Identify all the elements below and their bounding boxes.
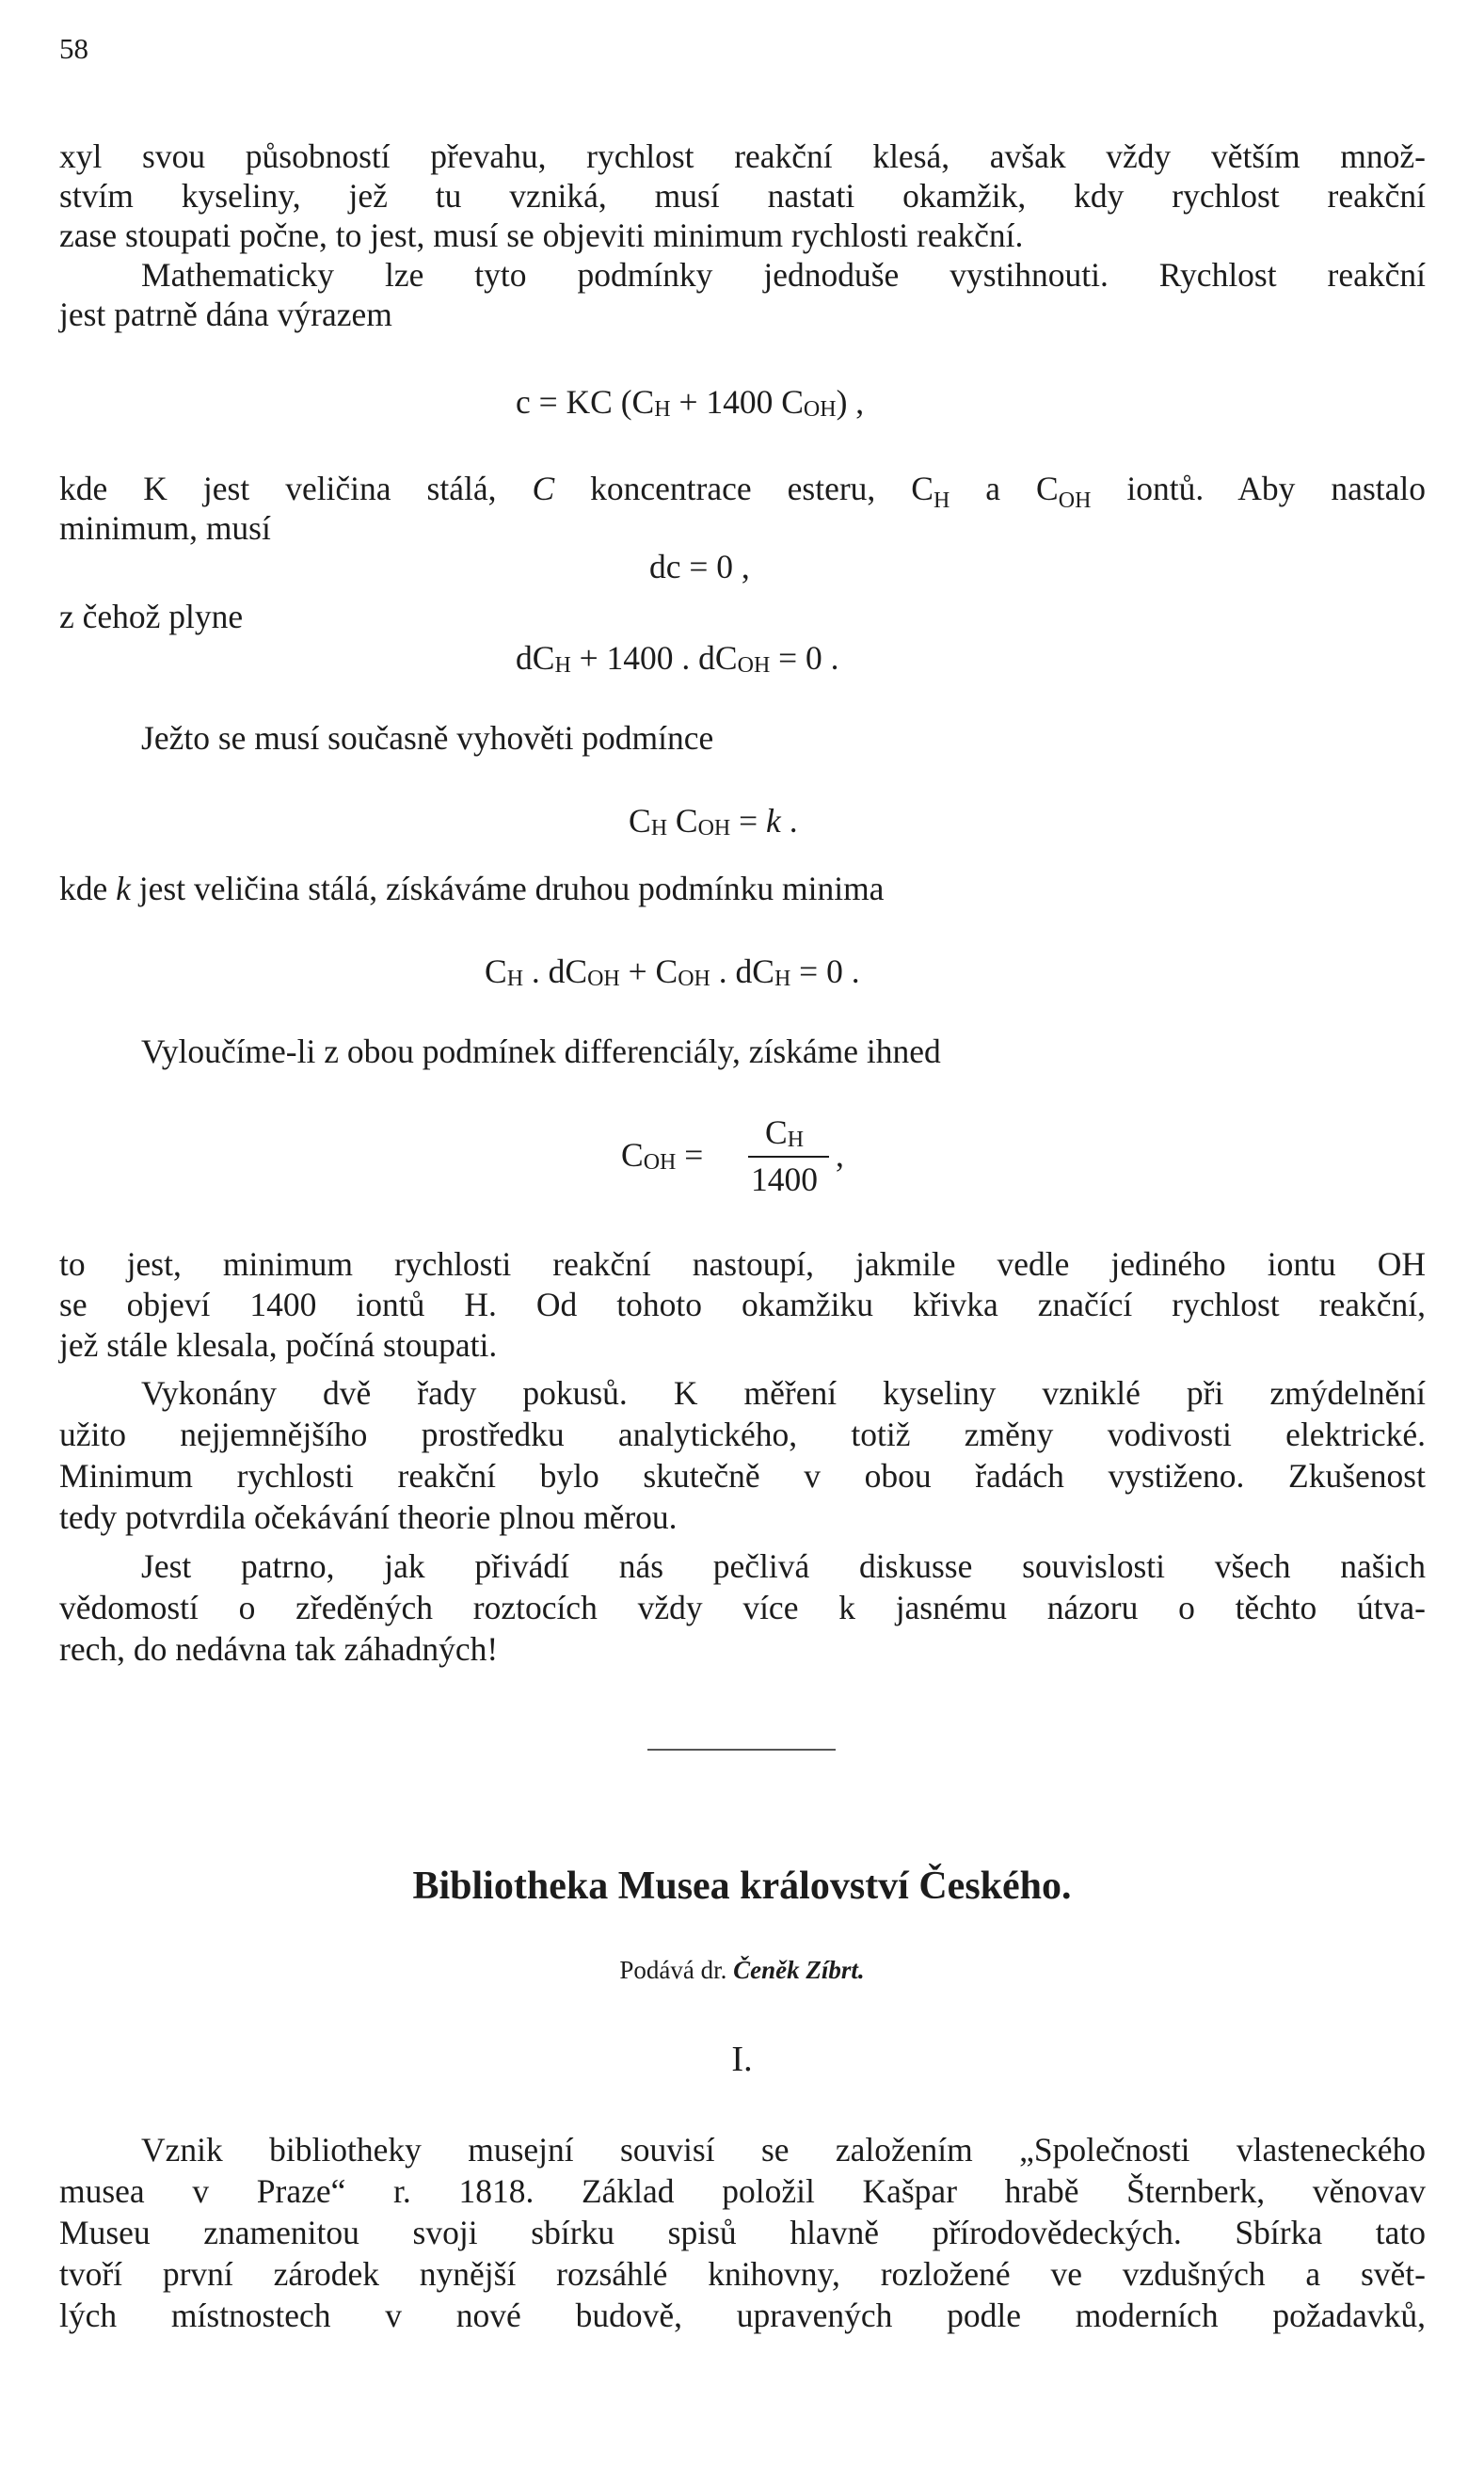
text-line: xyl svou působností převahu, rychlost reakční klesá, avšak vždy větším množ- (59, 137, 1426, 175)
equation-product: $C_H$ $C_{OH} = k$ . (629, 802, 798, 840)
text-line: minimum, musí (59, 509, 271, 547)
text-line: Ježto se musí současně vyhověti podmínce (141, 719, 714, 757)
equation-second-condition: $C_H$ . $dC_{OH} + C_{OH}$ . $dC_H = 0$ . (485, 952, 860, 991)
fraction-denominator: 1400 (751, 1160, 818, 1198)
section-number: I. (731, 2040, 753, 2079)
text-line: Mathematicky lze tyto podmínky jednoduše vystihnouti. Rychlost reakční (141, 256, 1426, 294)
text-line: musea v Praze“ r. 1818. Základ položil Kašpar hrabě Šternberk, věnovav (59, 2172, 1426, 2210)
text-line: Vznik bibliotheky musejní souvisí se založením „Společnosti vlasteneckého (141, 2131, 1426, 2169)
text-line: tedy potvrdila očekávání theorie plnou měrou. (59, 1498, 678, 1536)
text-line: jest patrně dána výrazem (59, 296, 392, 333)
fraction-comma: , (836, 1136, 844, 1174)
fraction-bar (748, 1156, 829, 1158)
equation-dc: dc = 0 , (649, 548, 750, 585)
equation-differential: $dC_H + 1400$ . $dC_{OH} = 0$ . (516, 639, 839, 678)
text-line: Vyloučíme-li z obou podmínek differenciály, získáme ihned (141, 1032, 941, 1070)
fraction-numerator: $C_H$ (765, 1113, 805, 1152)
article-title: Bibliotheka Musea království Českého. (412, 1865, 1072, 1908)
text-line: rech, do nedávna tak záhadných! (59, 1630, 499, 1668)
text-line: kde k jest veličina stálá, získáváme druhou podmínku minima (59, 870, 885, 907)
fraction-lhs: $C_{OH}$ = (621, 1136, 704, 1175)
page-number: 58 (59, 32, 88, 65)
text-line: Vykonány dvě řady pokusů. K měření kyseliny vzniklé při zmýdelnění (141, 1374, 1426, 1412)
text-line: lých místnostech v nové budově, upravených podle moderních požadavků, (59, 2297, 1426, 2334)
text-line: Jest patrno, jak přivádí nás pečlivá diskusse souvislosti všech našich (141, 1547, 1426, 1585)
equation-rate: c = KC ($C_H + 1400$ $C_{OH}$) , (516, 383, 865, 422)
text-line: to jest, minimum rychlosti reakční nastoupí, jakmile vedle jediného iontu OH (59, 1245, 1426, 1283)
section-divider (647, 1749, 836, 1751)
text-line: Museu znamenitou svoji sbírku spisů hlavně přírodovědeckých. Sbírka tato (59, 2214, 1426, 2251)
byline: Podává dr. Čeněk Zíbrt. (619, 1956, 865, 1984)
text-line: z čehož plyne (59, 598, 244, 635)
text-line: jež stále klesala, počíná stoupati. (59, 1326, 498, 1364)
text-line: Minimum rychlosti reakční bylo skutečně v obou řadách vystiženo. Zkušenost (59, 1457, 1426, 1495)
text-line: užito nejjemnějšího prostředku analytického, totiž změny vodivosti elektrické. (59, 1416, 1426, 1453)
text-line: vědomostí o zředěných roztocích vždy více k jasnému názoru o těchto útva- (59, 1589, 1426, 1626)
text-line: zase stoupati počne, to jest, musí se objeviti minimum rychlosti reakční. (59, 216, 1024, 254)
text-line: tvoří první zárodek nynější rozsáhlé knihovny, rozložené ve vzdušných a svět- (59, 2255, 1426, 2293)
text-line: se objeví 1400 iontů H. Od tohoto okamžiku křivka značící rychlost reakční, (59, 1286, 1426, 1323)
text-line: stvím kyseliny, jež tu vzniká, musí nastati okamžik, kdy rychlost reakční (59, 177, 1426, 215)
text-line: kde K jest veličina stálá, C koncentrace esteru, $C_H$ a $C_{OH}$ iontů. Aby nastalo (59, 470, 1426, 514)
